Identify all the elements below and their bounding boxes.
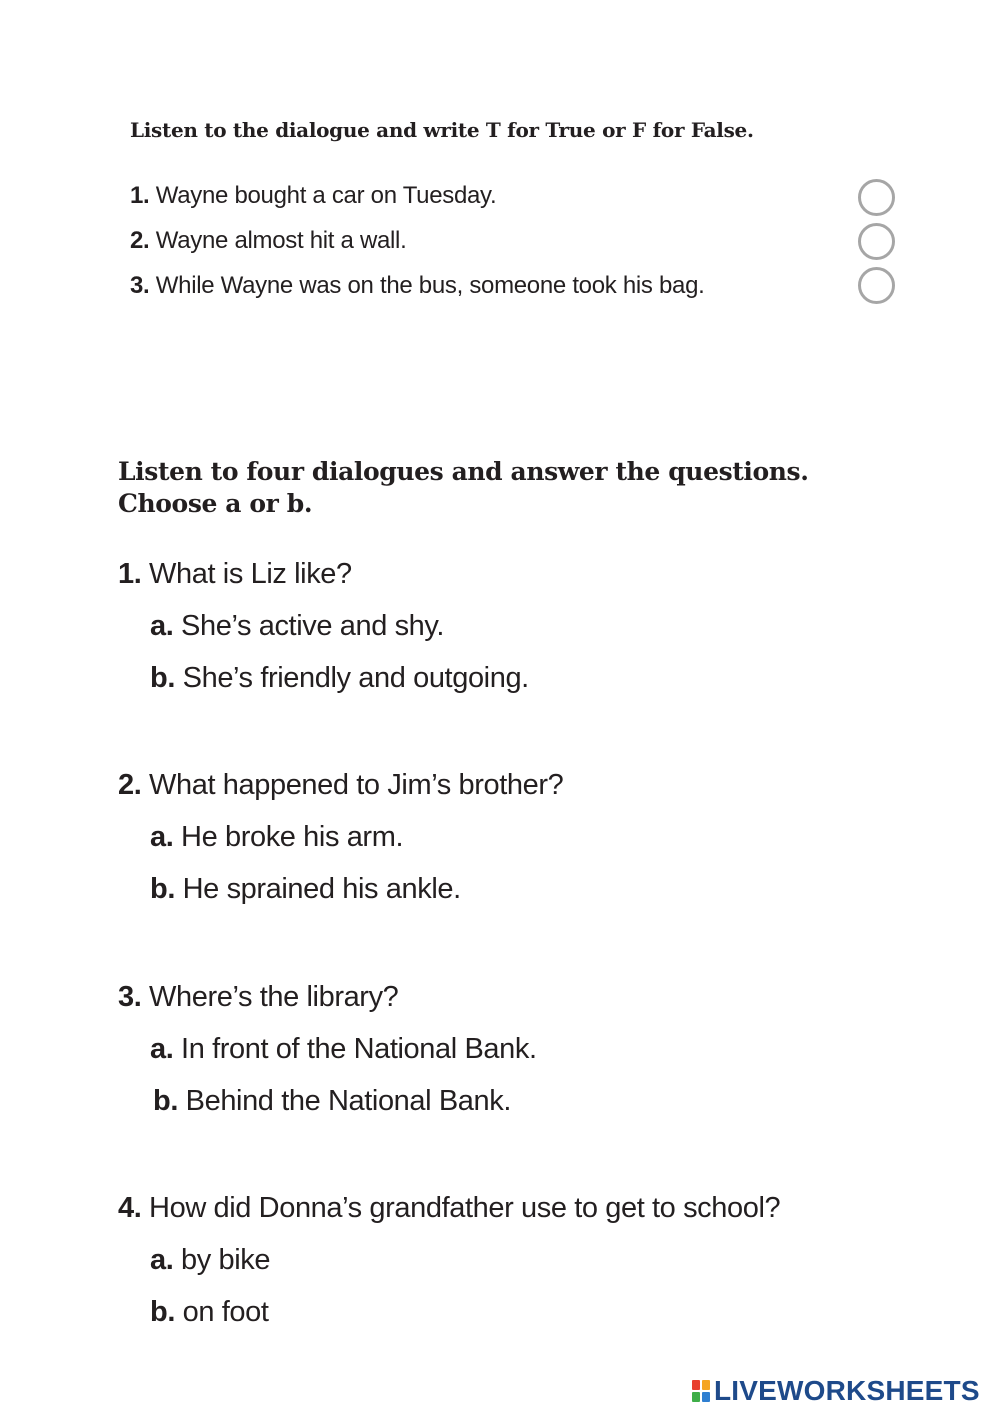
question-1 — [118, 556, 352, 592]
question-3-option-b[interactable] — [153, 1083, 511, 1119]
tf-text: Wayne bought a car on Tuesday. — [149, 182, 497, 209]
question-text: What is Liz like? — [141, 558, 352, 590]
option-label: b. — [153, 1085, 178, 1117]
option-label: a. — [150, 1033, 174, 1065]
question-3 — [118, 979, 398, 1015]
option-text: She’s friendly and outgoing. — [174, 662, 529, 694]
question-2-option-b[interactable] — [150, 871, 461, 907]
question-4-option-b[interactable] — [150, 1294, 269, 1330]
option-text: He broke his arm. — [173, 821, 404, 853]
question-1-option-a[interactable] — [150, 608, 444, 644]
section2-instruction-line1: Listen to four dialogues and answer the questions. — [118, 457, 809, 486]
option-label: a. — [150, 821, 174, 853]
question-number: 4. — [118, 1192, 142, 1224]
liveworksheets-brand[interactable] — [692, 1374, 980, 1408]
question-number: 2. — [118, 769, 142, 801]
liveworksheets-logo-icon — [692, 1380, 710, 1402]
question-2 — [118, 767, 563, 803]
question-4-option-a[interactable] — [150, 1242, 270, 1278]
tf-text: Wayne almost hit a wall. — [149, 227, 407, 254]
tf-number: 3. — [130, 272, 150, 299]
option-label: b. — [150, 1296, 175, 1328]
question-number: 1. — [118, 558, 142, 590]
brand-text: LIVEWORKSHEETS — [714, 1375, 980, 1406]
tf-number: 2. — [130, 227, 150, 254]
section2-instruction-line2: Choose a or b. — [118, 489, 313, 518]
question-text: Where’s the library? — [141, 981, 399, 1013]
answer-circle-1[interactable] — [858, 179, 895, 216]
tf-text: While Wayne was on the bus, someone took his bag. — [149, 272, 705, 299]
section1-instruction: Listen to the dialogue and write T for True or F for False. — [130, 118, 754, 142]
option-text: He sprained his ankle. — [174, 873, 461, 905]
logo-square — [702, 1392, 710, 1402]
option-label: b. — [150, 873, 175, 905]
option-text: She’s active and shy. — [173, 610, 445, 642]
option-text: on foot — [174, 1296, 269, 1328]
section2-instruction — [118, 456, 809, 520]
option-text: In front of the National Bank. — [173, 1033, 537, 1065]
option-text: Behind the National Bank. — [177, 1085, 511, 1117]
question-text: How did Donna’s grandfather use to get to school? — [141, 1192, 781, 1224]
tf-number: 1. — [130, 182, 150, 209]
question-3-option-a[interactable] — [150, 1031, 537, 1067]
answer-circle-3[interactable] — [858, 267, 895, 304]
question-2-option-a[interactable] — [150, 819, 403, 855]
logo-square — [692, 1392, 700, 1402]
option-label: b. — [150, 662, 175, 694]
question-number: 3. — [118, 981, 142, 1013]
question-text: What happened to Jim’s brother? — [141, 769, 564, 801]
option-label: a. — [150, 610, 174, 642]
logo-square — [692, 1380, 700, 1390]
question-4 — [118, 1190, 780, 1226]
answer-circle-2[interactable] — [858, 223, 895, 260]
option-label: a. — [150, 1244, 174, 1276]
logo-square — [702, 1380, 710, 1390]
tf-statement-3 — [130, 271, 705, 301]
question-1-option-b[interactable] — [150, 660, 529, 696]
tf-statement-1 — [130, 181, 496, 211]
option-text: by bike — [173, 1244, 271, 1276]
tf-statement-2 — [130, 226, 406, 256]
